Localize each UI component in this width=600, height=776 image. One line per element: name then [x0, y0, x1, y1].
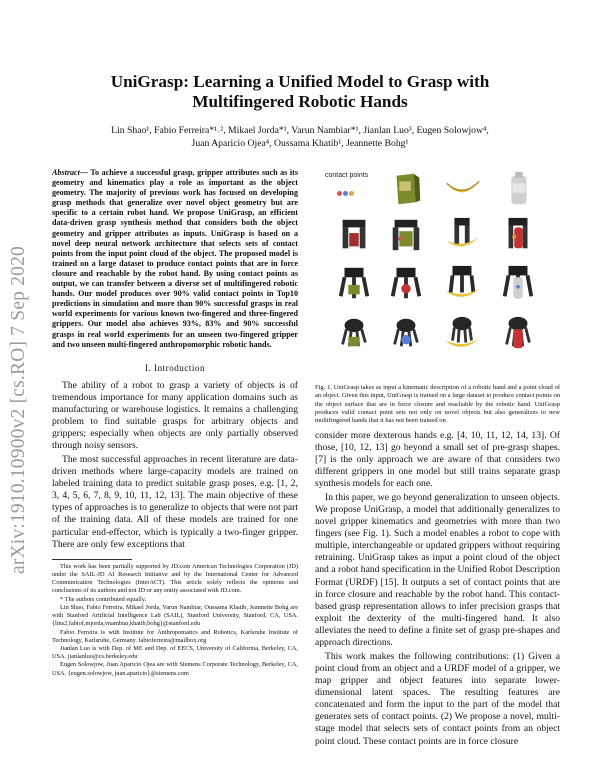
- author-list: [60, 124, 540, 150]
- three-finger-grasp-image-2: [387, 264, 425, 302]
- figure-legend: contact points: [325, 172, 369, 179]
- footnote-berkeley: Jianlan Luo is with Dep. of ME and Dep. of EECS, University of California, Berkeley, CA, USA. jianlanluo@cs.berkeley.edu: [52, 644, 298, 661]
- footnote-stanford: Lin Shao, Fabio Ferreira, Mikael Jorda, Varun Nambiar, Oussama Khatib, Jeannette Bohg are with Stanford Artificial Intelligence Lab (SAIL), Stanford University, Stanford, CA, USA. {lins2,fabiof,mjorda,vnambiar,khatib,bohg}@stanford.edu: [52, 603, 298, 628]
- hand-grasp-image-3: [443, 314, 481, 352]
- abstract-label: Abstract: [52, 168, 80, 177]
- footnote-funding: This work has been partially supported by JD.com American Technologies Corporation (JD) under the SAIL-JD AI Research Initiative and by the International Center for Advanced Communication Technologies (InterACT). This article solely reflects the opinions and conclusions of its authors and not JD or any entity associated with JD.com.: [52, 562, 298, 595]
- footnote-rule: [52, 559, 132, 560]
- gripper-grasp-image-1: [335, 216, 373, 254]
- paper-title: [60, 72, 540, 112]
- object-bottle-image: [499, 170, 537, 208]
- hand-grasp-image-2: [387, 314, 425, 352]
- object-box-image: [387, 170, 425, 208]
- hand-grasp-image-4: [499, 314, 537, 352]
- gripper-grasp-image-4: [499, 216, 537, 254]
- footnote-equal-contribution: * The authors contributed equally.: [60, 595, 147, 603]
- intro-paragraph-2: The most successful approaches in recent literature are data-driven methods where large-capacity models are trained on labeled training data to predict suitable grasp poses, e.g. [1, 2, 3, 4, 5, 6, 7, 8, 9, 10, 11, 12, 13]. The main objective of these types of approaches is to generalize to objects that were not part of the training data. All of these models are trained for one particular end-effector, which is typically a two-finger gripper. There are only few exceptions that: [52, 453, 298, 550]
- authors-line-1: Lin Shao¹, Fabio Ferreira*¹˒², Mikael Jorda*¹, Varun Nambiar*¹, Jianlan Luo³, Eugen Solowjow⁴,: [111, 125, 489, 136]
- three-finger-grasp-image-1: [335, 264, 373, 302]
- gripper-grasp-image-3: [443, 216, 481, 254]
- right-paragraph-2: In this paper, we go beyond generalization to unseen objects. We propose UniGrasp, a model that additionally generalizes to novel gripper kinematics and geometries with more than two fingers (see Fig. 1). Such a model enables a robot to cope with multiple, interchangeable or updated grippers without requiring retraining. UniGrasp takes as input a point cloud of the object and a robot hand specification in the Unified Robot Description Format (URDF) [15]. It outputs a set of contact points that are in force closure and reachable by the robot hand. This contact-based grasp representation allows to infer precision grasps that exploit the dexterity of the multi-fingered hand. It also alleviates the need to define a finite set of grasp pre-shapes and approach directions.: [315, 491, 560, 649]
- legend-dot-red: [337, 191, 342, 196]
- three-finger-grasp-image-3: [443, 264, 481, 302]
- gripper-grasp-image-2: [387, 216, 425, 254]
- right-column: [315, 168, 560, 748]
- section-heading-introduction: I. Introduction: [144, 362, 206, 373]
- object-banana-image: [443, 170, 481, 208]
- title-line-2: Multifingered Robotic Hands: [192, 92, 408, 111]
- right-paragraph-1: consider more dexterous hands e.g. [4, 10, 11, 12, 14, 13]. Of those, [10, 12, 13] go beyond a small set of pre-grasp shapes. [7] is the only approach we are aware of that considers two different grippers in one model but still trains separate grasp synthesis models for each one.: [315, 429, 560, 490]
- legend-dots: [337, 183, 355, 201]
- footnote-karlsruhe: Fabio Ferreira is with Institute for Anthropomatics and Robotics, Karlsruhe Institute of Technology, Karlsruhe, Germany. fabioferreira@mailbox.org: [52, 628, 298, 644]
- abstract-text: — To achieve a successful grasp, gripper attributes such as its geometry and kinematics play a role as important as the object geometry. The majority of previous work has focused on developing grasp methods that generalize over novel object geometry but are specific to a certain robot hand. We propose UniGrasp, an efficient data-driven grasp synthesis method that considers both the object geometry and gripper attributes as inputs. UniGrasp is based on a novel deep neural network architecture that selects sets of contact points from the input point cloud of the object. The proposed model is trained on a large dataset to produce contact points that are in force closure and reachable by the robot hand. By using contact points as output, we can transfer between a diverse set of multifingered robotic hands. Our model produces over 90% valid contact points in Top10 predictions in simulation and more than 90% successful grasps in real world experiments for various known two-fingered and three-fingered grippers. Our model also achieves 93%, 83% and 90% successful grasps in real world experiments for an unseen two-fingered gripper and two unseen multi-fingered anthropomorphic robotic hands.: [52, 168, 298, 349]
- intro-paragraph-1: The ability of a robot to grasp a variety of objects is of tremendous importance for many application domains such as manufacturing or warehouse logistics. It remains a challenging problem to find suitable grasps for arbitrary objects and grippers; especially when objects are only partially observed through noisy sensors.: [52, 379, 298, 452]
- arxiv-side-stamp: arXiv:1910.10900v2 [cs.RO] 7 Sep 2020: [8, 245, 29, 575]
- hand-grasp-image-1: [335, 314, 373, 352]
- abstract: [52, 168, 298, 350]
- legend-dot-blue: [343, 191, 348, 196]
- three-finger-grasp-image-4: [499, 264, 537, 302]
- title-line-1: UniGrasp: Learning a Unified Model to Grasp with: [110, 72, 490, 91]
- authors-line-2: Juan Aparicio Ojea⁴, Oussama Khatib¹, Jeannette Bohg¹: [191, 138, 409, 150]
- legend-dot-orange: [349, 191, 354, 196]
- figure-1-image-grid: [315, 168, 560, 368]
- right-paragraph-3: This work makes the following contributions: (1) Given a point cloud from an object and a URDF model of a gripper, we map gripper and object features into separate lower-dimensional latent spaces. The resulting features are concatenated and form the input to the part of the model that generates sets of contact points. (2) We propose a novel, multi-stage model that selects sets of contact points from an object point cloud. These contact points are in force closure: [315, 650, 560, 747]
- figure-1-caption: Fig. 1. UniGrasp takes as input a kinematic description of a robotic hand and a point cloud of an object. Given this input, UniGrasp is trained on a large dataset to produce contact points on the object surface that are in force closure and reachable by the robotic hand. UniGrasp produces valid contact point sets not only on novel objects but also generalizes to new multifingered hands that it has not been trained on.: [315, 384, 561, 425]
- footnote-siemens: Eugen Solowjow, Juan Aparicio Ojea are with Siemens Corporate Technology, Berkeley, CA, USA. {eugen.solowjow, juan.aparicio}@siemens.com: [52, 661, 298, 677]
- left-column: [52, 168, 298, 678]
